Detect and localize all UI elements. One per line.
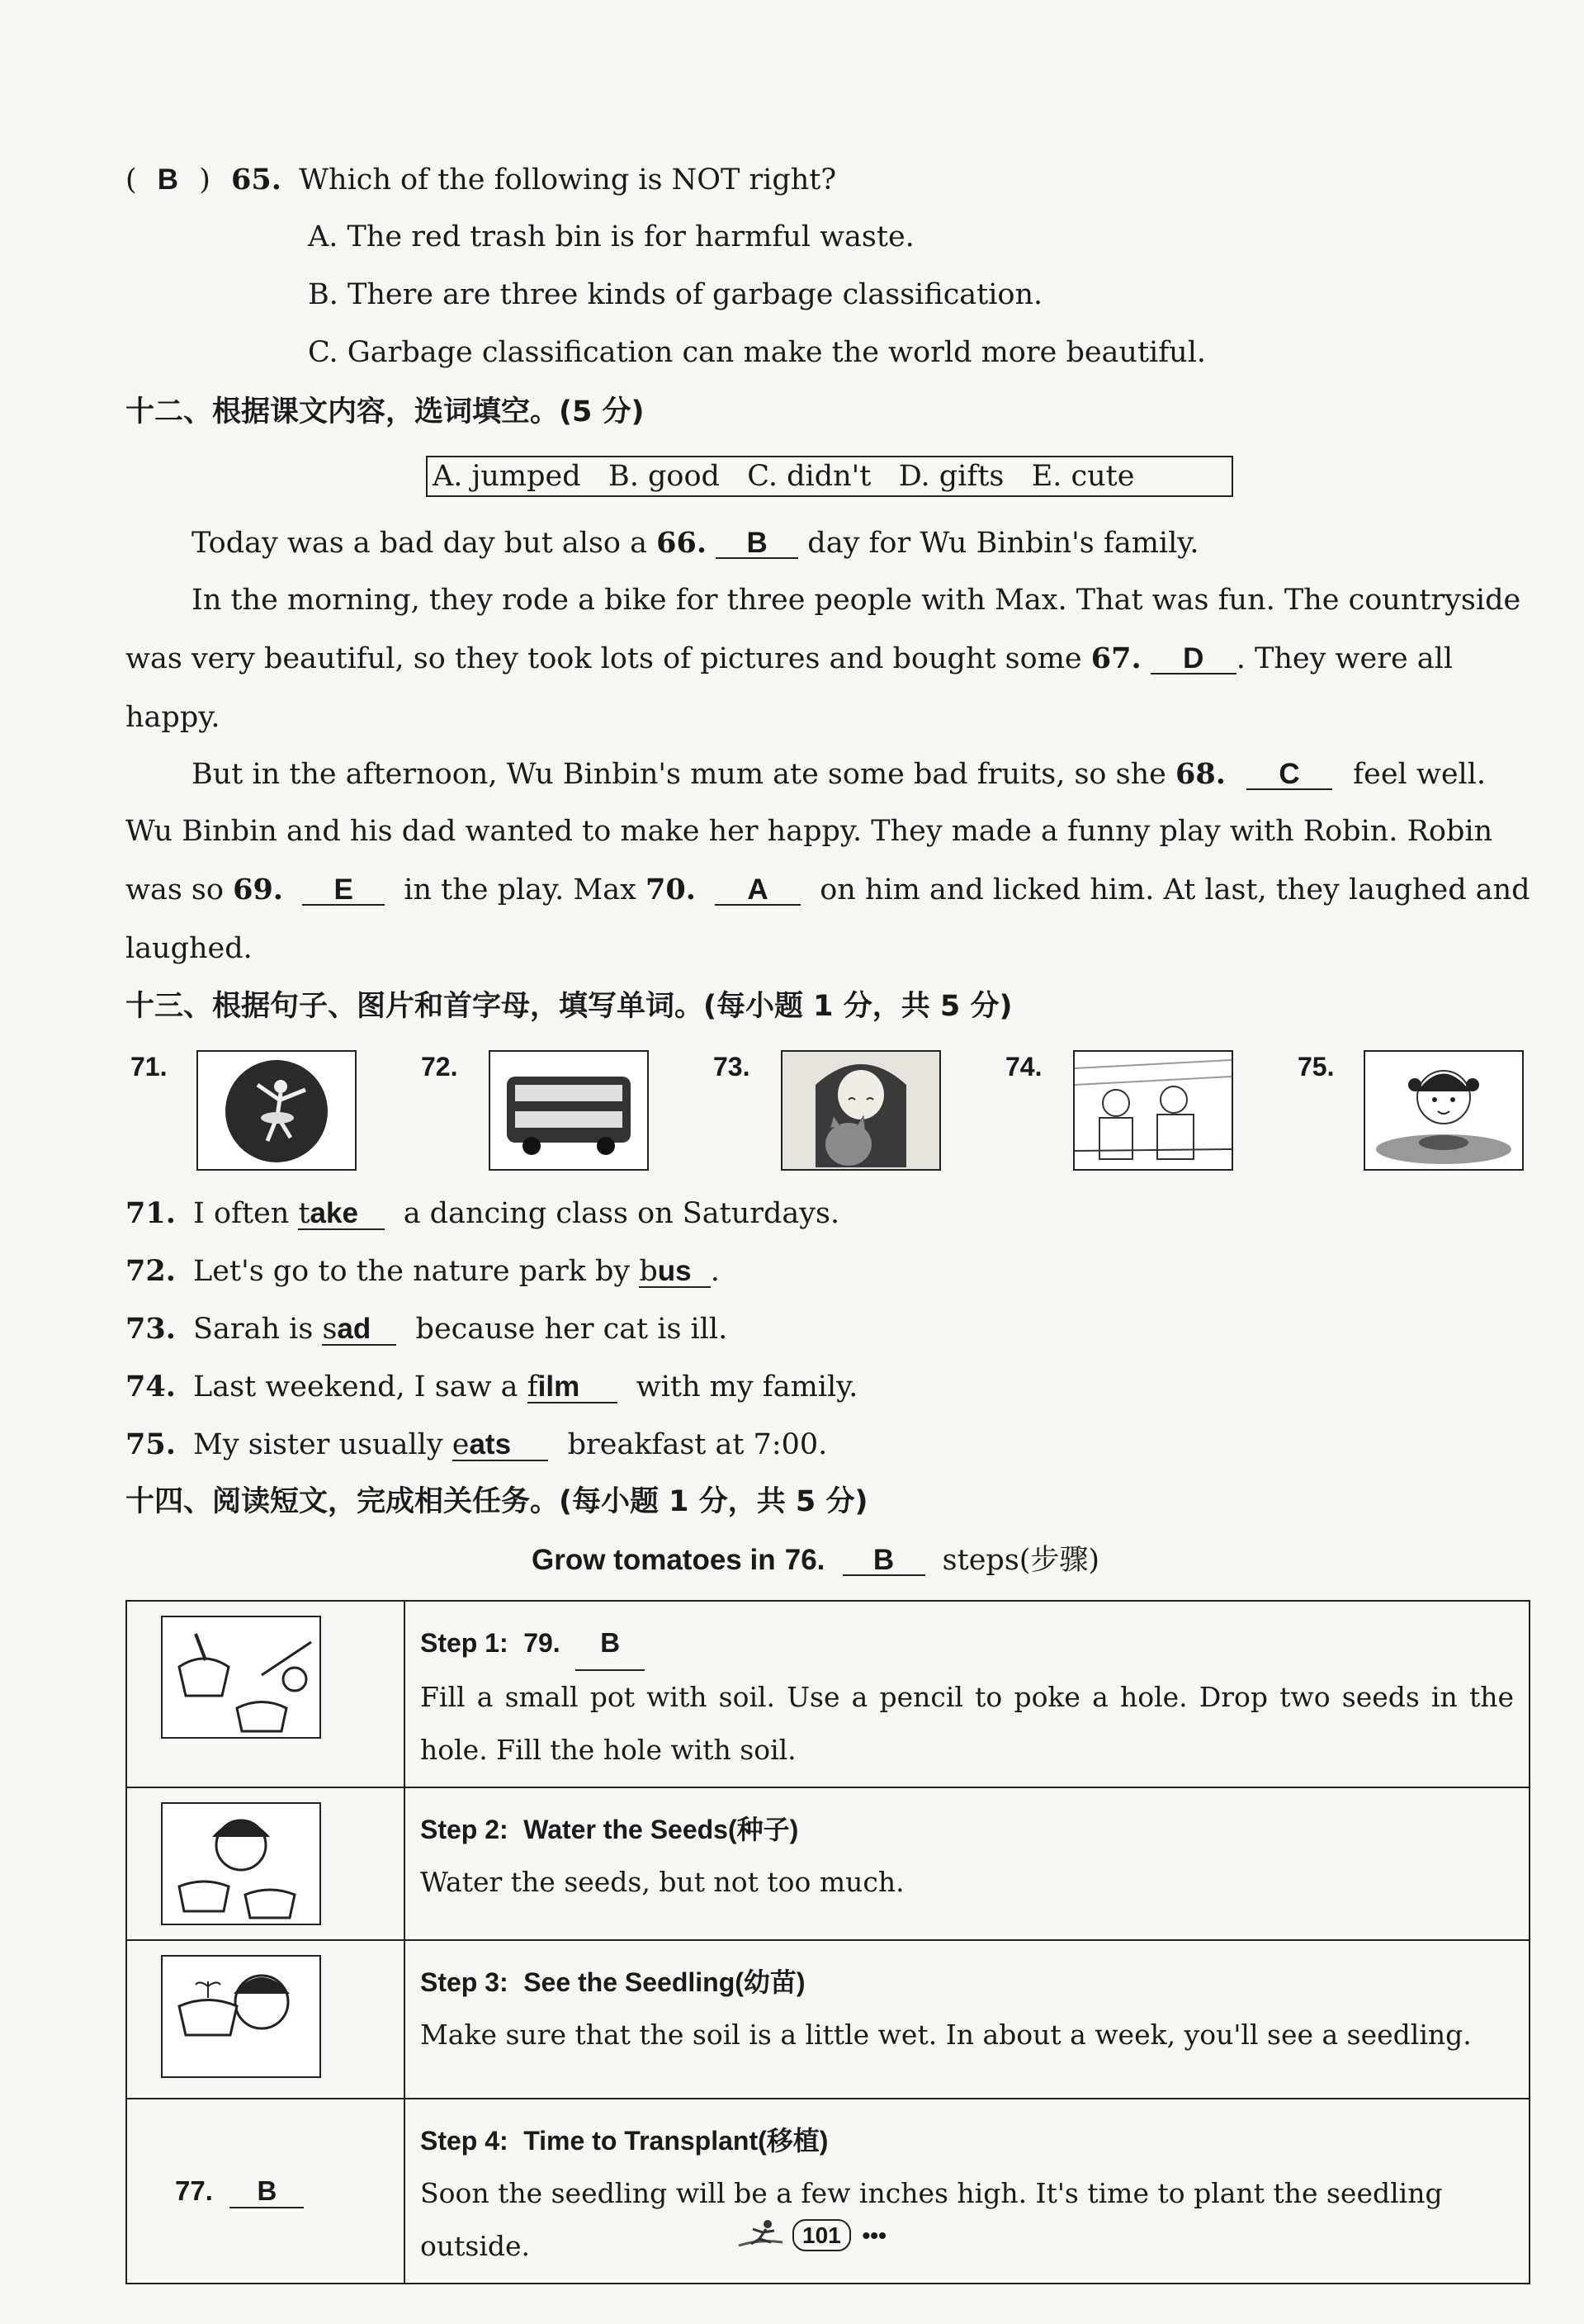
- blank-76: B: [843, 1545, 925, 1576]
- table-row: [126, 1787, 1530, 1940]
- passage-line-4: happy.: [125, 701, 220, 734]
- step-1-text: Fill a small pot with soil. Use a pencil to poke a hole. Drop two seeds in the hole. Fill the hole with soil.: [420, 1681, 1514, 1766]
- pic-label-72: 72.: [421, 1052, 458, 1082]
- q65-option-b: B. There are three kinds of garbage classification.: [308, 278, 1043, 311]
- sentence-74: 74. Last weekend, I saw a film with my family.: [125, 1370, 858, 1403]
- q77-cell: 77. B: [126, 2099, 404, 2284]
- blank-68: C: [1246, 760, 1332, 790]
- section-14-title: 十四、阅读短文，完成相关任务。(每小题 1 分，共 5 分): [125, 1485, 868, 1518]
- blank-79: B: [575, 1616, 645, 1671]
- table-row: [126, 1601, 1530, 1787]
- girl-seedling-icon: [163, 1957, 319, 2076]
- step-2-cell: Step 2: Water the Seeds(种子) Water the seeds, but not too much.: [404, 1787, 1530, 1940]
- picture-72-bus: [489, 1050, 649, 1171]
- pic-label-71: 71.: [130, 1052, 168, 1082]
- girl-watering-icon: [163, 1804, 319, 1924]
- pic-label-73: 73.: [713, 1052, 750, 1082]
- step-1-cell: Step 1: 79. B Fill a small pot with soil. Use a pencil to poke a hole. Drop two seeds in the hole. Fill the hole with soil.: [404, 1601, 1530, 1787]
- passage-line-8: laughed.: [125, 932, 253, 965]
- section-12-title: 十二、根据课文内容，选词填空。(5 分): [125, 395, 645, 428]
- answer-75: ats: [469, 1428, 512, 1460]
- word-options-box: A. jumped B. good C. didn't D. gifts E. cute: [426, 456, 1233, 497]
- step-2-image-cell: [126, 1787, 404, 1940]
- runner-logo-icon: [735, 2218, 784, 2251]
- step-4-cell: Step 4: Time to Transplant(移植) Soon the seedling will be a few inches high. It's time to plant the seedling outside.: [404, 2099, 1530, 2284]
- picture-74-cinema: [1073, 1050, 1233, 1171]
- sentence-73: 73. Sarah is sad because her cat is ill.: [125, 1312, 728, 1346]
- sentence-72: 72. Let's go to the nature park by bus .: [125, 1254, 720, 1288]
- passage-line-1: Today was a bad day but also a 66. B day for Wu Binbin's family.: [191, 526, 1199, 560]
- seedling-picture: [161, 1955, 321, 2078]
- picture-71-ballet: [196, 1050, 357, 1171]
- q65-answer: B: [157, 163, 179, 196]
- section-13-title: 十三、根据句子、图片和首字母，填写单词。(每小题 1 分，共 5 分): [125, 990, 1013, 1023]
- pot-pencil-icon: [163, 1617, 319, 1737]
- picture-75-eating: [1364, 1050, 1524, 1171]
- bus-icon: [490, 1052, 647, 1169]
- sentence-75: 75. My sister usually eats breakfast at 7:00.: [125, 1427, 828, 1461]
- step-1-image-cell: [126, 1601, 404, 1787]
- blank-69: E: [302, 875, 385, 906]
- q65-option-a: A. The red trash bin is for harmful waste.: [308, 220, 915, 253]
- answer-72: us: [657, 1255, 692, 1287]
- sentence-71: 71. I often take a dancing class on Saturdays.: [125, 1196, 840, 1230]
- blank-77: B: [229, 2175, 304, 2208]
- passage-line-5: But in the afternoon, Wu Binbin's mum ate some bad fruits, so she 68. C feel well.: [191, 757, 1487, 791]
- planting-seeds-picture: [161, 1616, 321, 1739]
- reading-heading: Grow tomatoes in 76. B steps(步骤): [532, 1544, 1100, 1577]
- pic-label-74: 74.: [1005, 1052, 1043, 1082]
- answer-71: ake: [310, 1197, 358, 1229]
- step-3-image-cell: [126, 1940, 404, 2099]
- answer-73: ad: [337, 1313, 371, 1345]
- pic-label-75: 75.: [1298, 1052, 1335, 1082]
- blank-70: A: [715, 875, 801, 906]
- page-number: 101 •••: [792, 2222, 887, 2249]
- step-3-text: Make sure that the soil is a little wet. In about a week, you'll see a seedling.: [420, 2019, 1472, 2051]
- steps-table: [125, 1600, 1530, 2284]
- step-3-cell: Step 3: See the Seedling(幼苗) Make sure that the soil is a little wet. In about a week, you'll see a seedling.: [404, 1940, 1530, 2099]
- girl-eating-icon: [1365, 1052, 1522, 1169]
- table-row: [126, 2099, 1530, 2284]
- passage-line-7: was so 69. E in the play. Max 70. A on him and licked him. At last, they laughed and: [125, 873, 1530, 906]
- blank-66: B: [716, 528, 798, 559]
- passage-line-2: In the morning, they rode a bike for three people with Max. That was fun. The countryside: [191, 584, 1521, 617]
- ballet-dancer-icon: [198, 1052, 355, 1169]
- step-2-text: Water the seeds, but not too much.: [420, 1866, 905, 1898]
- blank-67: D: [1151, 644, 1236, 674]
- step-4-text: Soon the seedling will be a few inches high. It's time to plant the seedling outside.: [420, 2177, 1443, 2262]
- answer-74: ilm: [537, 1370, 580, 1403]
- watering-picture: [161, 1802, 321, 1925]
- picture-73-sad-girl: [781, 1050, 941, 1171]
- sad-girl-cat-icon: [783, 1052, 939, 1169]
- table-row: [126, 1940, 1530, 2099]
- passage-line-3: was very beautiful, so they took lots of pictures and bought some 67. D . They were all: [125, 641, 1454, 675]
- q65-option-c: C. Garbage classification can make the world more beautiful.: [308, 336, 1207, 369]
- q65-question: ( B ) 65. Which of the following is NOT right?: [125, 163, 837, 196]
- cinema-audience-icon: [1075, 1052, 1232, 1169]
- passage-line-6: Wu Binbin and his dad wanted to make her happy. They made a funny play with Robin. Robin: [125, 815, 1493, 848]
